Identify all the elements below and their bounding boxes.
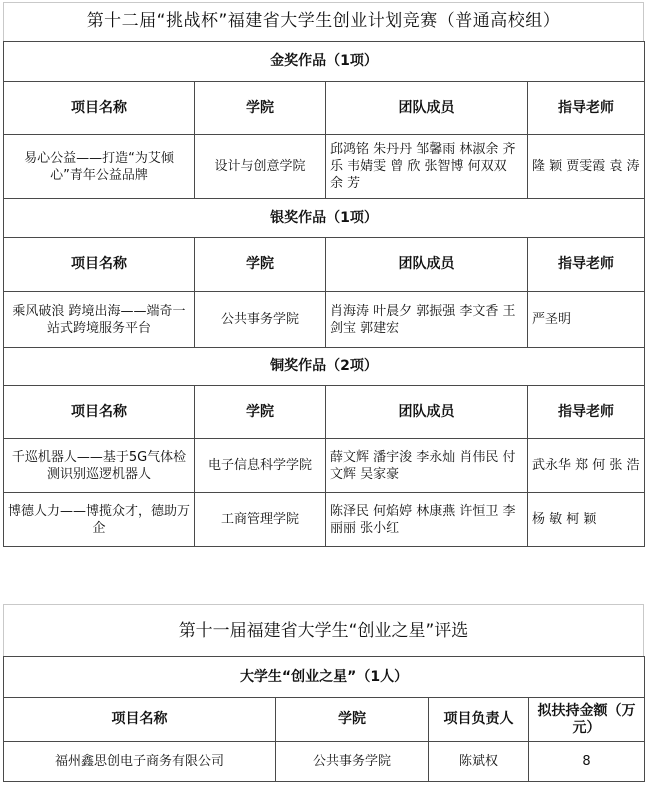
star-table (3, 656, 645, 782)
header-college: 学院 (195, 386, 326, 439)
header-advisor: 指导老师 (528, 238, 645, 292)
bronze-category-header: 铜奖作品（2项） (4, 348, 645, 386)
table-row (4, 135, 645, 199)
section2-title: 第十一届福建省大学生“创业之星”评选 (3, 604, 644, 656)
header-college: 学院 (195, 82, 326, 135)
header-team: 团队成员 (326, 386, 528, 439)
table-header-row (4, 238, 645, 292)
star-category-header: 大学生“创业之星”（1人） (4, 657, 645, 698)
section1-title: 第十二届“挑战杯”福建省大学生创业计划竞赛（普通高校组） (3, 2, 644, 41)
advisor-names: 杨 敏 柯 颖 (528, 493, 645, 547)
header-advisor: 指导老师 (528, 386, 645, 439)
project-name: 千巡机器人——基于5G气体检测识别巡逻机器人 (4, 439, 195, 493)
header-project: 项目名称 (4, 238, 195, 292)
college-name: 电子信息科学学院 (195, 439, 326, 493)
header-college: 学院 (195, 238, 326, 292)
team-members: 邱鸿铭 朱丹丹 邹馨雨 林淑余 齐 乐 韦婧雯 曾 欣 张智博 何双双 余 芳 (326, 135, 528, 199)
header-project: 项目名称 (4, 386, 195, 439)
header-project: 项目名称 (4, 82, 195, 135)
gold-category-header: 金奖作品（1项） (4, 42, 645, 82)
project-name: 乘风破浪 跨境出海——端奇一站式跨境服务平台 (4, 292, 195, 348)
team-members: 肖海涛 叶晨夕 郭振强 李文香 王剑宝 郭建宏 (326, 292, 528, 348)
award-table (3, 41, 645, 547)
table-header-row (4, 386, 645, 439)
leader-name: 陈斌权 (429, 742, 529, 782)
header-college: 学院 (276, 698, 429, 742)
advisor-names: 隆 颖 贾雯霞 袁 涛 (528, 135, 645, 199)
silver-category-header: 银奖作品（1项） (4, 199, 645, 238)
college-name: 工商管理学院 (195, 493, 326, 547)
header-advisor: 指导老师 (528, 82, 645, 135)
college-name: 公共事务学院 (195, 292, 326, 348)
project-name: 福州鑫思创电子商务有限公司 (4, 742, 276, 782)
table-row (4, 292, 645, 348)
team-members: 薛文辉 潘宇浚 李永灿 肖伟民 付文辉 吴家豪 (326, 439, 528, 493)
header-project: 项目名称 (4, 698, 276, 742)
table-header-row (4, 698, 645, 742)
funding-amount: 8 (529, 742, 645, 782)
header-team: 团队成员 (326, 82, 528, 135)
advisor-names: 武永华 郑 何 张 浩 (528, 439, 645, 493)
college-name: 设计与创意学院 (195, 135, 326, 199)
header-team: 团队成员 (326, 238, 528, 292)
header-leader: 项目负责人 (429, 698, 529, 742)
header-funding: 拟扶持金额（万元） (529, 698, 645, 742)
table-row (4, 439, 645, 493)
project-name: 易心公益——打造“为艾倾心”青年公益品牌 (4, 135, 195, 199)
advisor-names: 严圣明 (528, 292, 645, 348)
table-row (4, 742, 645, 782)
table-row (4, 493, 645, 547)
table-header-row (4, 82, 645, 135)
project-name: 博德人力——博揽众才，德助万企 (4, 493, 195, 547)
college-name: 公共事务学院 (276, 742, 429, 782)
team-members: 陈泽民 何焰婷 林康燕 许恒卫 李丽丽 张小红 (326, 493, 528, 547)
